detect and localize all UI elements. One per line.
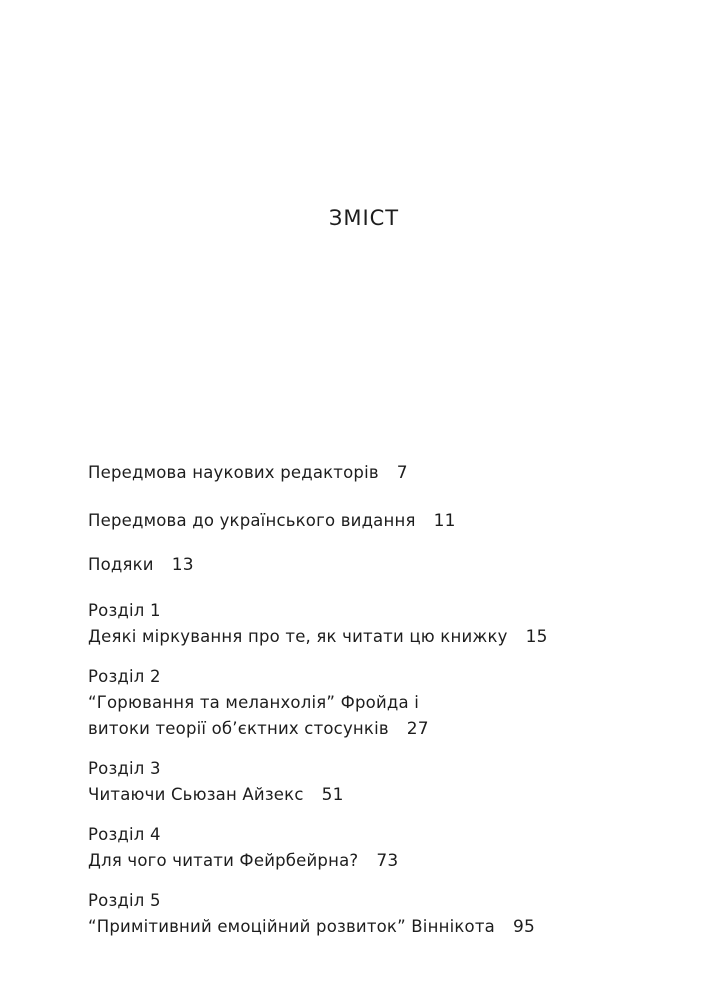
toc-entry-ukrainian-edition-foreword: [88, 508, 688, 534]
toc-chapter-label: Розділ 1: [88, 601, 161, 620]
toc-entry-chapter-2: [88, 664, 688, 742]
toc-entry-title-line: Подяки 13: [88, 555, 194, 575]
toc-entry-chapter-1: [88, 598, 688, 650]
toc-chapter-label: Розділ 2: [88, 667, 161, 686]
toc-entry-title-line: Читаючи Сьюзан Айзекс 51: [88, 785, 344, 805]
toc-chapter-label: Розділ 5: [88, 891, 161, 910]
toc-chapter-label: Розділ 4: [88, 825, 161, 844]
toc-page-number: 95: [512, 917, 535, 937]
toc-entry-title-line: витоки теорії об’єктних стосунків 27: [88, 719, 429, 739]
toc-entry-title-line: Передмова наукових редакторів 7: [88, 463, 408, 483]
toc-entry-title-line: Деякі міркування про те, як читати цю книжку 15: [88, 627, 548, 647]
toc-page-number: 51: [321, 785, 344, 805]
toc-page-number: 73: [376, 851, 399, 871]
contents-heading: ЗМІСТ: [328, 206, 400, 230]
toc-entry-title-line: Передмова до українського видання 11: [88, 511, 456, 531]
toc-chapter-label: Розділ 3: [88, 759, 161, 778]
toc-entry-chapter-5: [88, 888, 688, 940]
toc-entry-title-line: Для чого читати Фейрбейрна? 73: [88, 851, 399, 871]
toc-page-number: 11: [433, 511, 456, 531]
toc-page-number: 27: [406, 719, 429, 739]
toc-entry-acknowledgements: [88, 552, 688, 578]
toc-entry-editors-foreword: [88, 460, 688, 486]
toc-page-number: 13: [171, 555, 194, 575]
toc-page-number: 15: [525, 627, 548, 647]
toc-page-number: 7: [396, 463, 408, 483]
toc-entry-title-line: “Горювання та меланхолія” Фройда і: [88, 693, 420, 712]
toc-entry-title-line: “Примітивний емоційний розвиток” Віннікота 95: [88, 917, 535, 937]
toc-entry-chapter-4: [88, 822, 688, 874]
toc-entry-chapter-3: [88, 756, 688, 808]
